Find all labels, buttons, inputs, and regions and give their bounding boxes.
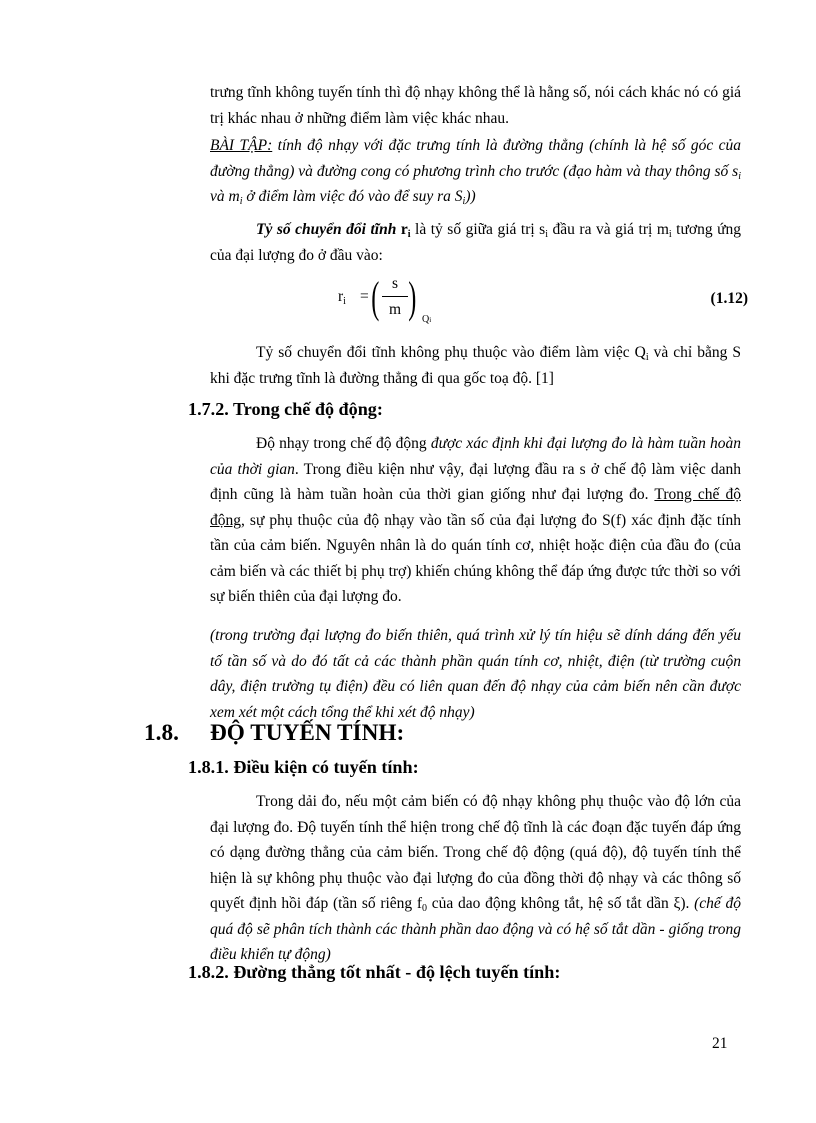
paragraph-nonlinear: trưng tĩnh không tuyến tính thì độ nhạy không thể là hằng số, nói cách khác nó có giá trị khác nhau ở những điểm làm việc khác nhau. bbox=[210, 84, 741, 127]
heading-1-8-title: ĐỘ TUYẾN TÍNH: bbox=[210, 720, 405, 746]
formula-eval-subscript: Qi bbox=[422, 314, 432, 325]
heading-1-8-1: 1.8.1. Điều kiện có tuyến tính: bbox=[188, 757, 419, 777]
paragraph-dynamic-mode: Độ nhạy trong chế độ động được xác định khi đại lượng đo là hàm tuần hoàn của thời gian. Trong điều kiện như vậy, đại lượng đầu ra s ở chế độ làm việc danh định cũng là hàm tuần hoàn của thời gian giống như đại lượng đo. Trong chế độ động, sự phụ thuộc của độ nhạy vào tần số của đại lượng đo S(f) xác định đặc tính tần của cảm biến. Nguyên nhân là do quán tính cơ, nhiệt hoặc điện của đầu đo (của cảm biến và các thiết bị phụ trợ) khiến chúng không thể đáp ứng được tức thời so với sự biến thiên của đại lượng đo. bbox=[210, 435, 741, 605]
exercise-label: BÀI TẬP: bbox=[210, 137, 273, 154]
page-number: 21 bbox=[712, 1035, 728, 1052]
formula-denominator: m bbox=[388, 301, 402, 318]
paragraph-static-ratio: Tỷ số chuyển đổi tĩnh $r_i$ là tỷ số giữa giá trị $s_i$ đầu ra và giá trị $m_i$ tương ứng của đại lượng đo ở đầu vào: bbox=[210, 221, 741, 264]
heading-1-7-2: 1.7.2. Trong chế độ động: bbox=[188, 399, 383, 419]
paragraph-ratio-independence: Tỷ số chuyển đổi tĩnh không phụ thuộc vào điểm làm việc $Q_i$ và chỉ bằng S khi đặc trưng tĩnh là đường thẳng đi qua gốc toạ độ. [1] bbox=[210, 344, 741, 387]
formula-equals: = bbox=[360, 288, 369, 305]
equation-number: (1.12) bbox=[710, 290, 748, 307]
formula-lhs: $r_i$ bbox=[338, 288, 346, 307]
formula-numerator: s bbox=[391, 275, 399, 292]
term-static-ratio: Tỷ số chuyển đổi tĩnh bbox=[256, 221, 397, 238]
note-variable-measurand: (trong trường đại lượng đo biến thiên, quá trình xử lý tín hiệu sẽ dính dáng đến yếu tố tần số và do đó tất cả các thành phần quán tính cơ, nhiệt, điện (từ trường cuộn dây, điện trường tụ điện) đều có liên quan đến độ nhạy của cảm biến nên cần được xem xét một cách tổng thể khi xét độ nhạy) bbox=[210, 627, 741, 721]
formula-1-12 bbox=[338, 272, 748, 332]
heading-1-8-2: 1.8.2. Đường thẳng tốt nhất - độ lệch tuyến tính: bbox=[188, 962, 561, 982]
formula-left-paren: ( bbox=[371, 273, 380, 322]
formula-right-paren: ) bbox=[408, 273, 417, 322]
exercise-note: BÀI TẬP: tính độ nhạy với đặc trưng tính là đường thẳng (chính là hệ số góc của đường thẳng) và đường cong có phương trình cho trước (đạo hàm và thay thông số $s_i$ và $m_i$ ở điểm làm việc đó vào để suy ra $S_i$)) bbox=[210, 137, 741, 207]
paragraph-linearity-condition: Trong dải đo, nếu một cảm biến có độ nhạy không phụ thuộc vào độ lớn của đại lượng đo. Độ tuyến tính thể hiện trong chế độ tĩnh là các đoạn đặc tuyến đáp ứng có dạng đường thẳng của cảm biến. Trong chế độ động (quá độ), độ tuyến tính thể hiện là sự không phụ thuộc vào đại lượng đo của đồng thời độ nhạy và các thông số quyết định hồi đáp (tần số riêng $f_0$ của dao động không tắt, hệ số tắt dần ξ). (chế độ quá độ sẽ phân tích thành các thành phần dao động và có hệ số tắt dần - giống trong điều khiển tự động) bbox=[210, 793, 741, 963]
heading-1-8-number: 1.8. bbox=[144, 720, 179, 746]
formula-fraction bbox=[382, 272, 408, 323]
